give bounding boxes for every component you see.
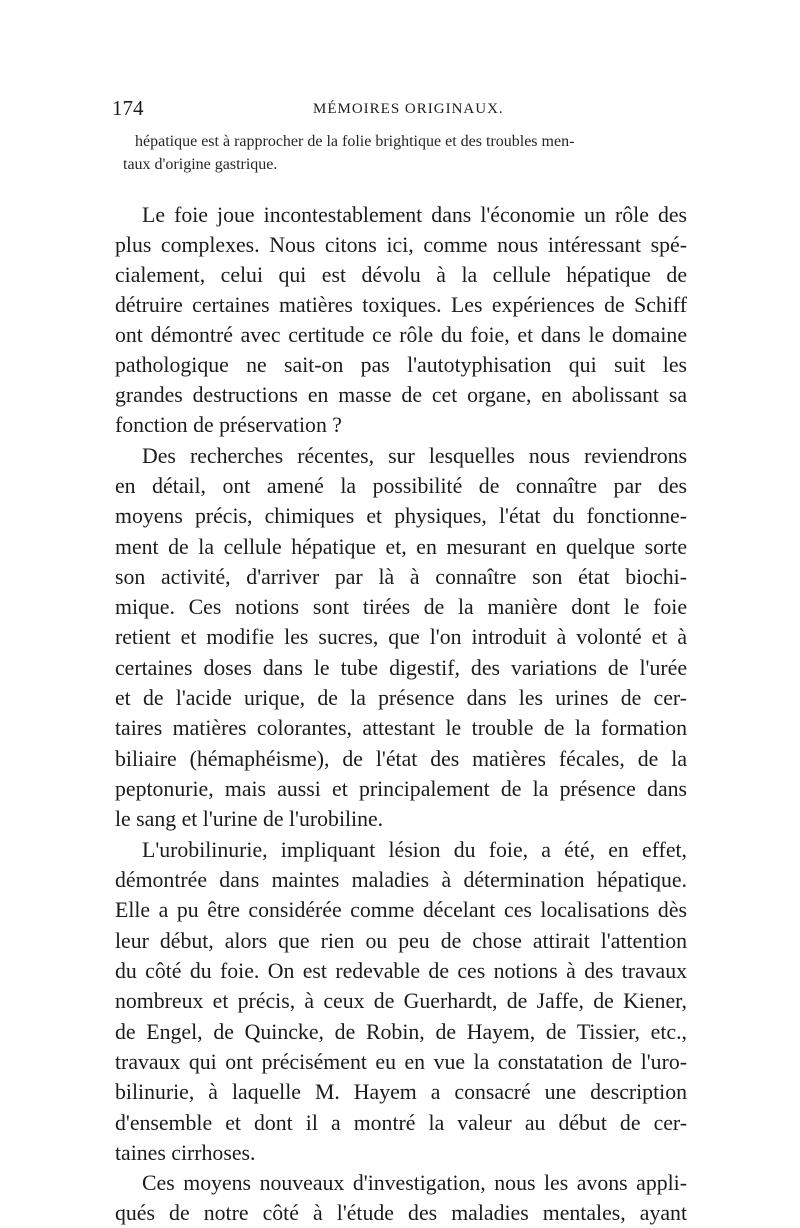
paragraph-line: et de l'acide urique, de la présence dans les urines de cer- (115, 686, 687, 710)
paragraph-line: Le foie joue incontestablement dans l'économie un rôle des (142, 203, 687, 227)
paragraph-line: L'urobilinurie, impliquant lésion du foie, a été, en effet, (142, 838, 687, 862)
paragraph-line: en détail, ont amené la possibilité de connaître par des (115, 474, 687, 498)
paragraph-line: Ces moyens nouveaux d'investigation, nous les avons appli- (142, 1171, 687, 1195)
paragraph-line: le sang et l'urine de l'urobiline. (115, 807, 384, 831)
paragraph-line: Des recherches récentes, sur lesquelles nous reviendrons (142, 444, 687, 468)
paragraph-line: taires matières colorantes, attestant le trouble de la formation (115, 716, 687, 740)
paragraph-line: cialement, celui qui est dévolu à la cellule hépatique de (115, 263, 687, 287)
page-header (112, 95, 692, 125)
paragraph-line: certaines doses dans le tube digestif, des variations de l'urée (115, 656, 687, 680)
page-number: 174 (112, 96, 144, 120)
paragraph-line: du côté du foie. On est redevable de ces notions à des travaux (115, 959, 687, 983)
paragraph-line: retient et modifie les sucres, que l'on introduit à volonté et à (115, 625, 687, 649)
running-head: MÉMOIRES ORIGINAUX. (313, 101, 504, 117)
paragraph-line: son activité, d'arriver par là à connaître son état biochi- (115, 565, 687, 589)
footnote-line: hépatique est à rapprocher de la folie brightique et des troubles men- (135, 133, 575, 150)
paragraph-line: démontrée dans maintes maladies à détermination hépatique. (115, 868, 687, 892)
paragraph-line: mique. Ces notions sont tirées de la manière dont le foie (115, 595, 687, 619)
paragraph-line: fonction de préservation ? (115, 413, 342, 437)
paragraph-line: travaux qui ont précisément eu en vue la constatation de l'uro- (115, 1050, 687, 1074)
paragraph-line: taines cirrhoses. (115, 1141, 256, 1165)
paragraph-line: peptonurie, mais aussi et principalement de la présence dans (115, 777, 687, 801)
paragraph-line: leur début, alors que rien ou peu de chose attirait l'attention (115, 929, 687, 953)
paragraph-line: Elle a pu être considérée comme décelant ces localisations dès (115, 898, 687, 922)
paragraph-line: qués de notre côté à l'étude des maladies mentales, ayant (115, 1201, 687, 1225)
paragraph-line: bilinurie, à laquelle M. Hayem a consacré une description (115, 1080, 687, 1104)
paragraph-line: moyens précis, chimiques et physiques, l'état du fonctionne- (115, 504, 687, 528)
paragraph-line: pathologique ne sait-on pas l'autotyphisation qui suit les (115, 353, 687, 377)
paragraph-line: nombreux et précis, à ceux de Guerhardt, de Jaffe, de Kiener, (115, 989, 687, 1013)
paragraph-line: de Engel, de Quincke, de Robin, de Hayem, de Tissier, etc., (115, 1020, 687, 1044)
paragraph-line: biliaire (hémaphéisme), de l'état des matières fécales, de la (115, 747, 687, 771)
footnote-line: taux d'origine gastrique. (123, 156, 278, 173)
paragraph-line: d'ensemble et dont il a montré la valeur au début de cer- (115, 1111, 687, 1135)
paragraph-line: grandes destructions en masse de cet organe, en abolissant sa (115, 383, 687, 407)
paragraph-line: détruire certaines matières toxiques. Les expériences de Schiff (115, 293, 687, 317)
paragraph-line: plus complexes. Nous citons ici, comme nous intéressant spé- (115, 233, 687, 257)
paragraph-line: ment de la cellule hépatique et, en mesurant en quelque sorte (115, 535, 687, 559)
paragraph-line: ont démontré avec certitude ce rôle du foie, et dans le domaine (115, 323, 687, 347)
